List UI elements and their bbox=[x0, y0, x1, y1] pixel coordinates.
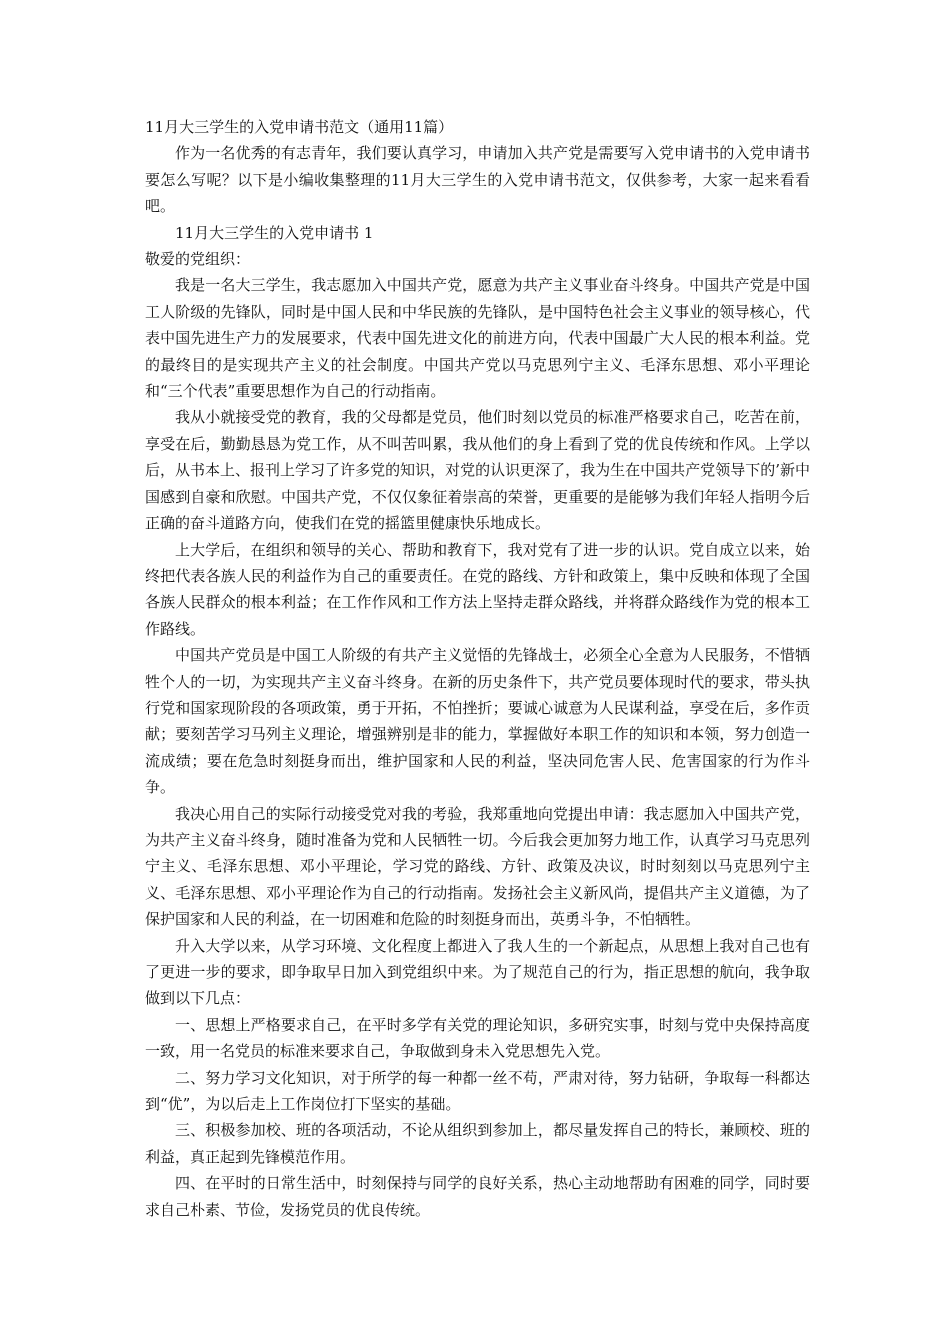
body-paragraph: 我决心用自己的实际行动接受党对我的考验，我郑重地向党提出申请：我志愿加入中国共产党，为共产主义奋斗终身，随时准备为党和人民牺牲一切。今后我会更加努力地工作，认真学习马克思列宁主义、毛泽东思想、邓小平理论，学习党的路线、方针、政策及决议，时时刻刻以马克思列宁主义、毛泽东思想、邓小平理论作为自己的行动指南。发扬社会主义新风尚，提倡共产主义道德，为了保护国家和人民的利益，在一切困难和危险的时刻挺身而出，英勇斗争，不怕牺牲。 bbox=[145, 804, 810, 929]
body-paragraph: 升入大学以来，从学习环境、文化程度上都进入了我人生的一个新起点，从思想上我对自己也有了更进一步的要求，即争取早日加入到党组织中来。为了规范自己的行为，指正思想的航向，我争取做到以下几点： bbox=[145, 936, 810, 1008]
list-item: 二、努力学习文化知识，对于所学的每一种都一丝不苟，严肃对待，努力钻研，争取每一科都达到“优”，为以后走上工作岗位打下坚实的基础。 bbox=[145, 1068, 810, 1114]
document-title: 11月大三学生的入党申请书范文（通用11篇） bbox=[145, 118, 454, 136]
body-paragraph: 中国共产党员是中国工人阶级的有共产主义觉悟的先锋战士，必须全心全意为人民服务，不惜牺牲个人的一切，为实现共产主义奋斗终身。在新的历史条件下，共产党员要体现时代的要求，带头执行党和国家现阶段的各项政策，勇于开拓，不怕挫折；要诚心诚意为人民谋利益，享受在后，多作贡献；要刻苦学习马列主义理论，增强辨别是非的能力，掌握做好本职工作的知识和本领，努力创造一流成绩；要在危急时刻挺身而出，维护国家和人民的利益，坚决同危害人民、危害国家的行为作斗争。 bbox=[145, 646, 810, 797]
intro-paragraph: 作为一名优秀的有志青年，我们要认真学习，申请加入共产党是需要写入党申请书的入党申请书要怎么写呢？以下是小编收集整理的11月大三学生的入党申请书范文，仅供参考，大家一起来看看吧。 bbox=[145, 144, 810, 216]
list-item: 四、在平时的日常生活中，时刻保持与同学的良好关系，热心主动地帮助有困难的同学，同时要求自己朴素、节俭，发扬党员的优良传统。 bbox=[145, 1174, 810, 1219]
list-item: 一、思想上严格要求自己，在平时多学有关党的理论知识，多研究实事，时刻与党中央保持高度一致，用一名党员的标准来要求自己，争取做到身未入党思想先入党。 bbox=[145, 1015, 810, 1061]
section-heading: 11月大三学生的入党申请书 1 bbox=[175, 223, 374, 242]
body-paragraph: 上大学后，在组织和领导的关心、帮助和教育下，我对党有了进一步的认识。党自成立以来，始终把代表各族人民的利益作为自己的重要责任。在党的路线、方针和政策上，集中反映和体现了全国各族人民群众的根本利益；在工作作风和工作方法上坚持走群众路线，并将群众路线作为党的根本工作路线。 bbox=[145, 540, 810, 638]
document-page bbox=[145, 114, 810, 1223]
body-paragraph: 我从小就接受党的教育，我的父母都是党员，他们时刻以党员的标准严格要求自己，吃苦在前，享受在后，勤勤恳恳为党工作，从不叫苦叫累，我从他们的身上看到了党的优良传统和作风。上学以后，从书本上、报刊上学习了许多党的知识，对党的认识更深了，我为生在中国共产党领导下的’新中国感到自豪和欣慰。中国共产党，不仅仅象征着崇高的荣誉，更重要的是能够为我们年轻人指明今后正确的奋斗道路方向，使我们在党的摇篮里健康快乐地成长。 bbox=[145, 408, 810, 533]
list-item: 三、积极参加校、班的各项活动，不论从组织到参加上，都尽量发挥自己的特长，兼顾校、班的利益，真正起到先锋模范作用。 bbox=[145, 1121, 810, 1166]
body-paragraph: 我是一名大三学生，我志愿加入中国共产党，愿意为共产主义事业奋斗终身。中国共产党是中国工人阶级的先锋队，同时是中国人民和中华民族的先锋队，是中国特色社会主义事业的领导核心，代表中国先进生产力的发展要求，代表中国先进文化的前进方向，代表中国最广大人民的根本利益。党的最终目的是实现共产主义的社会制度。中国共产党以马克思列宁主义、毛泽东思想、邓小平理论和“三个代表”重要思想作为自己的行动指南。 bbox=[145, 276, 810, 401]
salutation: 敬爱的党组织： bbox=[145, 250, 251, 269]
